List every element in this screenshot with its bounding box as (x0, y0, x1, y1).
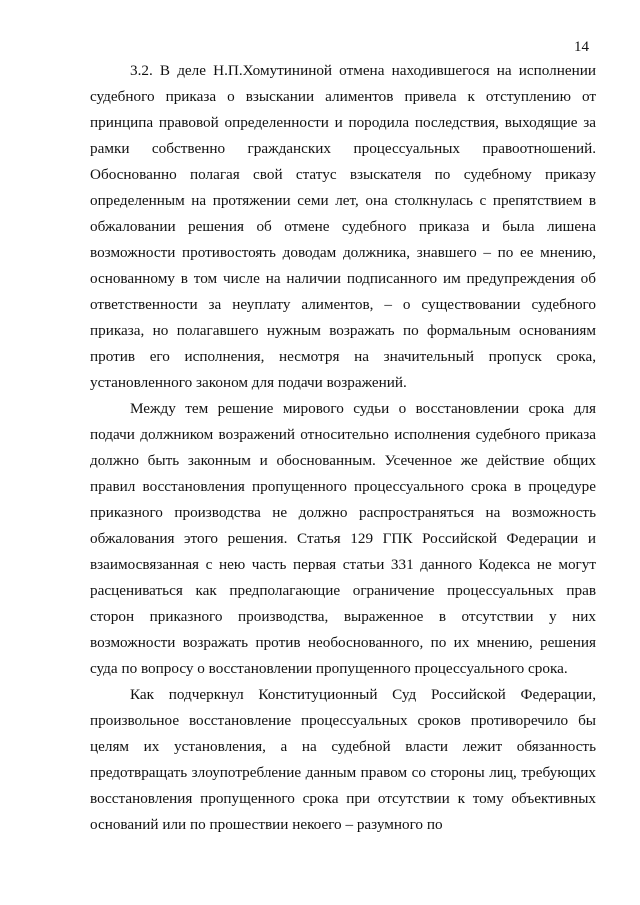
page-number: 14 (574, 39, 589, 55)
paragraph-constitutional-court: Как подчеркнул Конституционный Суд Российской Федерации, произвольное восстановление процессуальных сроков противоречило бы целям их установления, а на судебной власти лежит обязанность предотвращать злоупотребление данным правом со стороны лиц, требующих восстановления пропущенного срока при отсутствии к тому объективных оснований или по прошествии некоего – разумного по (90, 686, 596, 833)
document-body (90, 58, 596, 838)
paragraph-3-2: 3.2. В деле Н.П.Хомутининой отмена находившегося на исполнении судебного приказа о взыскании алиментов привела к отступлению от принципа правовой определенности и породила последствия, выходящие за рамки собственно гражданских процессуальных правоотношений. Обоснованно полагая свой статус взыскателя по судебному приказу определенным на протяжении семи лет, она столкнулась с препятствием в обжаловании решения об отмене судебного приказа и была лишена возможности противостоять доводам должника, знавшего – по ее мнению, основанному в том числе на наличии подписанного им предупреждения об ответственности за неуплату алиментов, – о существовании судебного приказа, но полагавшего нужным возражать по формальным основаниям против его исполнения, несмотря на значительный пропуск срока, установленного законом для подачи возражений. (90, 62, 596, 391)
paragraph-restoration-decision: Между тем решение мирового судьи о восстановлении срока для подачи должником возражений относительно исполнения судебного приказа должно быть законным и обоснованным. Усеченное же действие общих правил восстановления пропущенного процессуального срока в процедуре приказного производства не должно распространяться на возможность обжалования этого решения. Статья 129 ГПК Российской Федерации и взаимосвязанная с нею часть первая статьи 331 данного Кодекса не могут расцениваться как предполагающие ограничение процессуальных прав сторон приказного производства, выраженное в отсутствии у них возможности возражать против необоснованного, по их мнению, решения суда по вопросу о восстановлении пропущенного процессуального срока. (90, 400, 596, 677)
